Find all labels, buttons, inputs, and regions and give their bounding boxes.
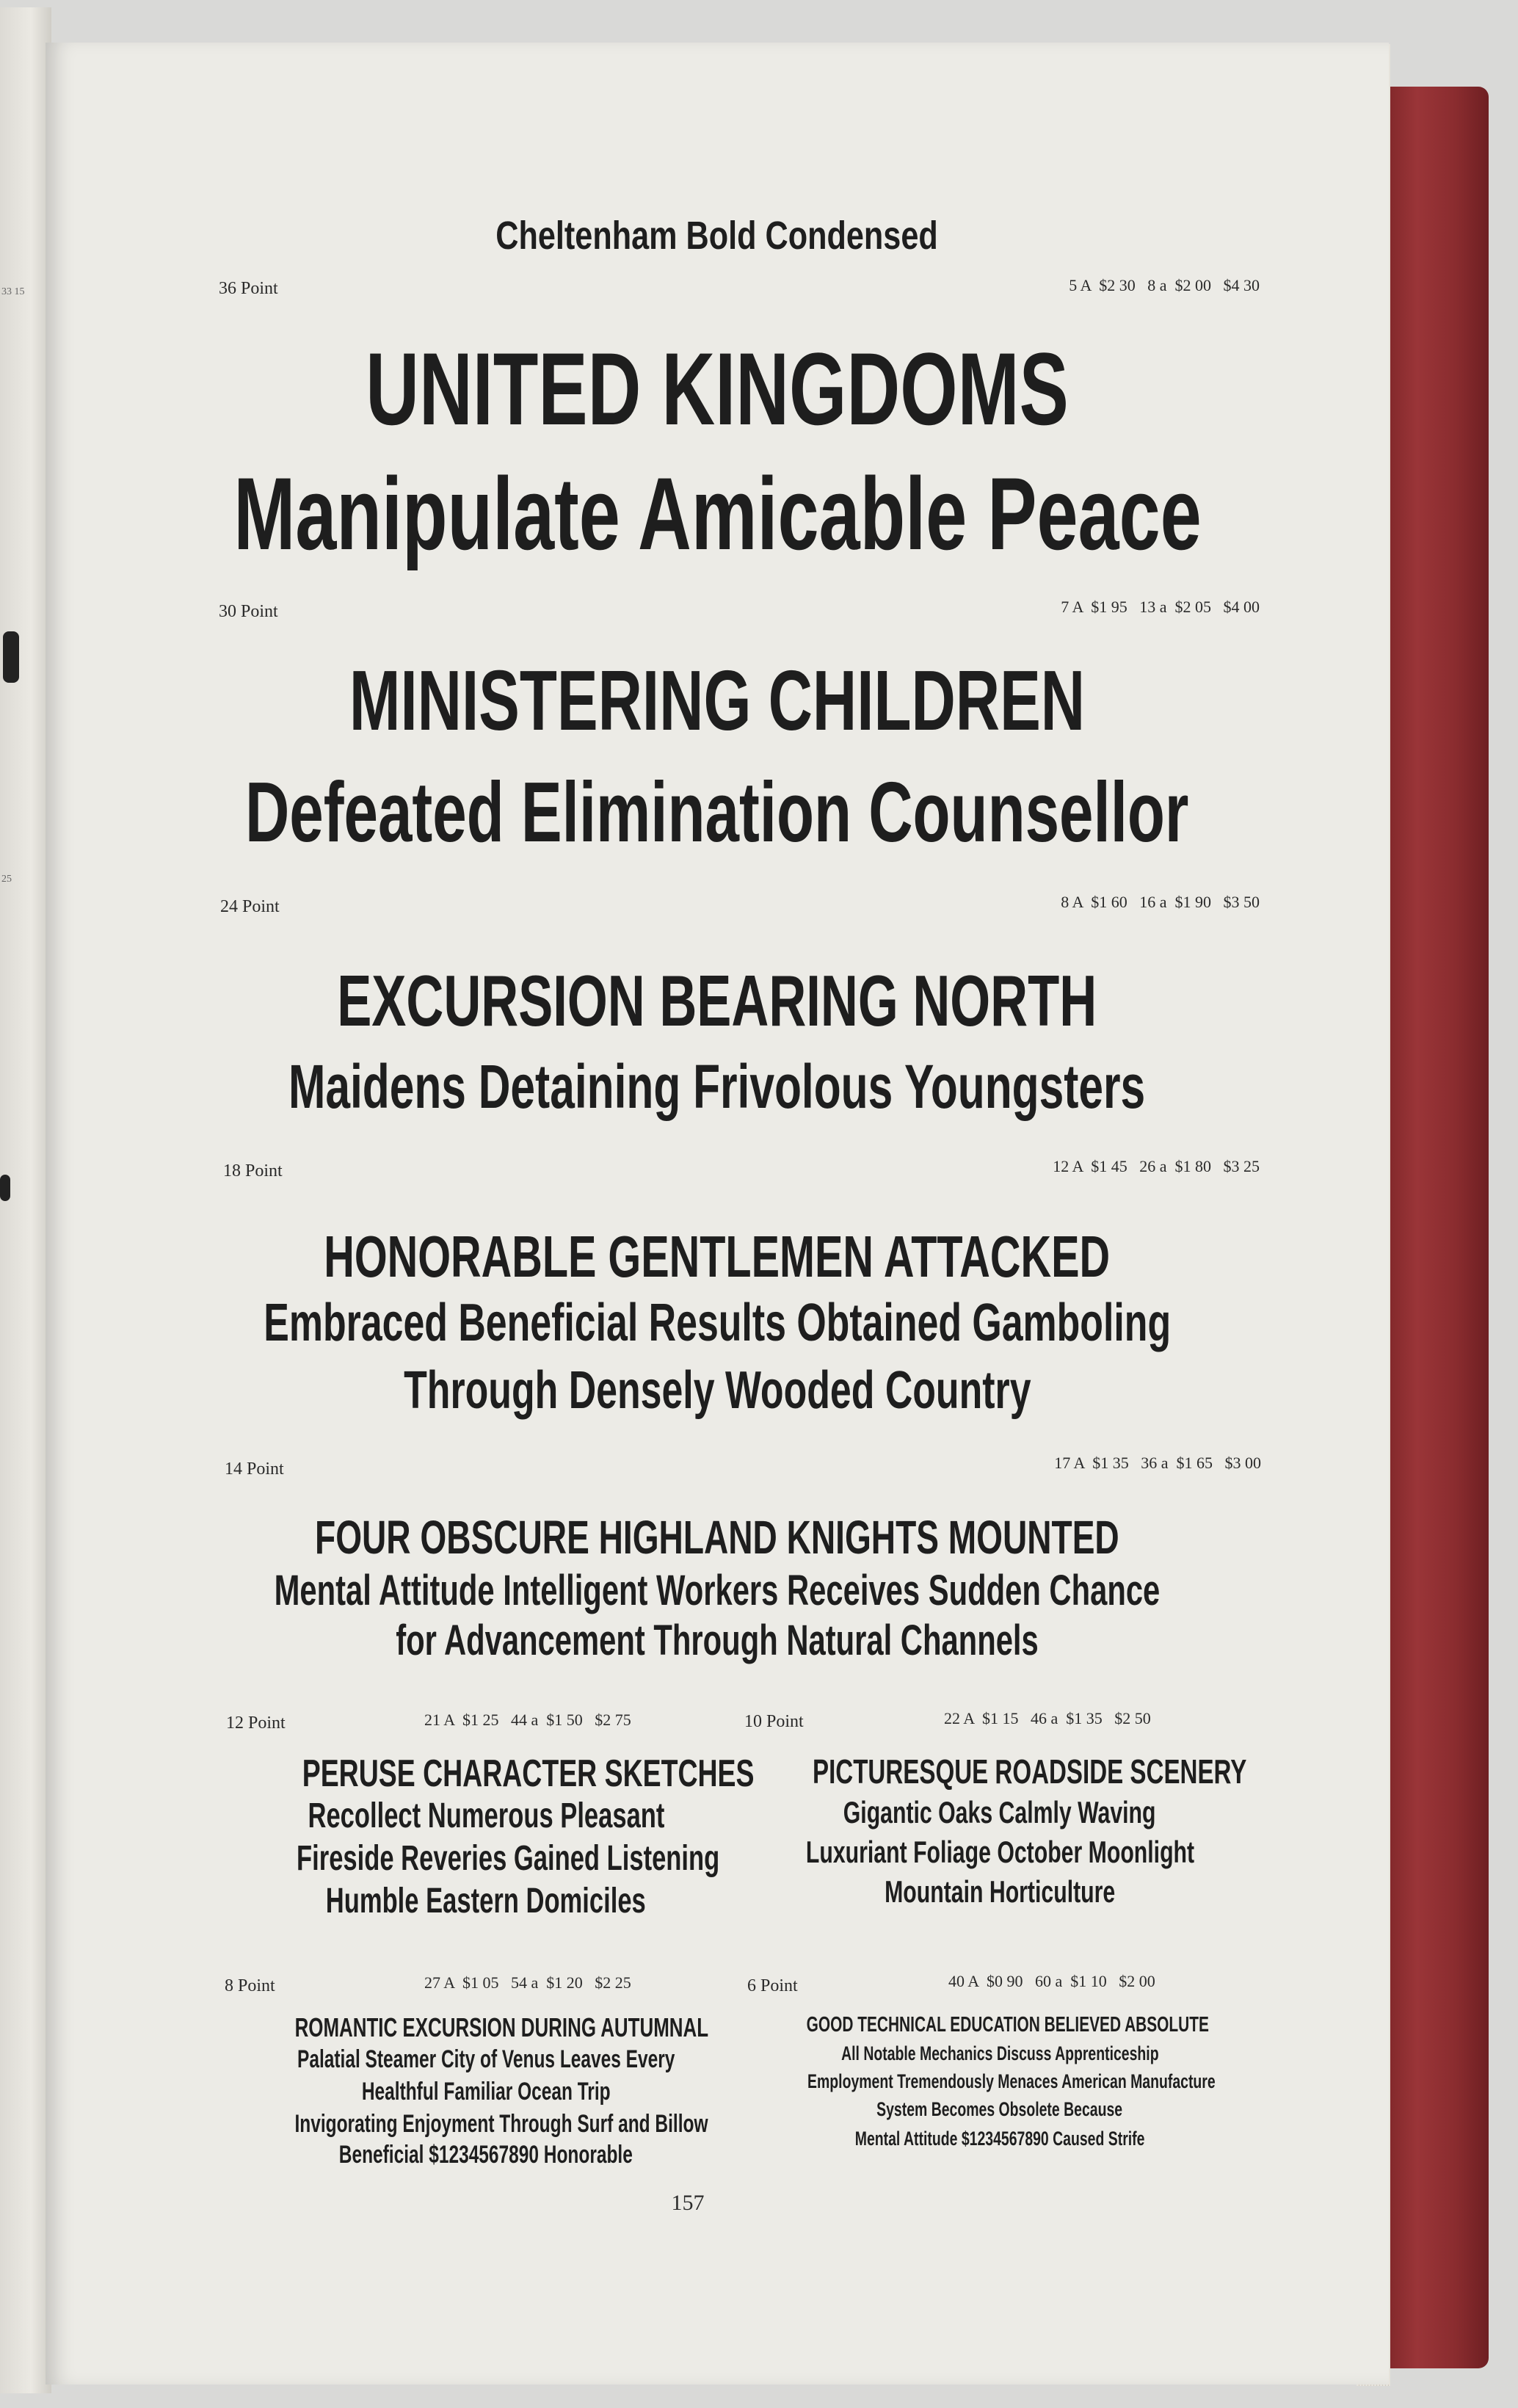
specimen-line: ROMANTIC EXCURSION DURING AUTUMNAL xyxy=(294,2012,709,2042)
book-cover-spine xyxy=(1379,87,1489,2368)
specimen-line: FOUR OBSCURE HIGHLAND KNIGHTS MOUNTED xyxy=(315,1511,1119,1564)
specimen-line: Palatial Steamer City of Venus Leaves Every xyxy=(297,2045,675,2073)
specimen-line: PERUSE CHARACTER SKETCHES xyxy=(302,1752,755,1795)
specimen-line: Invigorating Enjoyment Through Surf and Billow xyxy=(294,2110,708,2138)
point-size-label: 36 Point xyxy=(219,279,278,298)
price-line: 22 A $1 15 46 a $1 35 $2 50 xyxy=(944,1709,1151,1727)
specimen-line: Mental Attitude Intelligent Workers Receives Sudden Chance xyxy=(274,1567,1161,1614)
point-size-label: 18 Point xyxy=(223,1161,283,1181)
price-line: 12 A $1 45 26 a $1 80 $3 25 xyxy=(1053,1157,1260,1175)
specimen-line: for Advancement Through Natural Channels xyxy=(396,1617,1039,1664)
specimen-line: Recollect Numerous Pleasant xyxy=(308,1796,664,1835)
page-number: 157 xyxy=(671,2191,705,2215)
specimen-line: All Notable Mechanics Discuss Apprenticeship xyxy=(840,2042,1159,2064)
specimen-line: Fireside Reveries Gained Listening xyxy=(297,1839,720,1878)
left-page-edge xyxy=(0,7,51,2393)
specimen-line: GOOD TECHNICAL EDUCATION BELIEVED ABSOLUTE xyxy=(806,2013,1209,2037)
specimen-line: Employment Tremendously Menaces American Manufacture xyxy=(807,2070,1216,2092)
point-size-label: 30 Point xyxy=(219,602,278,621)
specimen-line: Healthful Familiar Ocean Trip xyxy=(361,2078,611,2106)
point-size-label: 10 Point xyxy=(744,1712,804,1731)
point-size-label: 24 Point xyxy=(220,897,280,916)
specimen-line: EXCURSION BEARING NORTH xyxy=(337,960,1097,1041)
specimen-line: Through Densely Wooded Country xyxy=(403,1361,1031,1420)
specimen-line: Gigantic Oaks Calmly Waving xyxy=(843,1795,1156,1829)
specimen-line: Luxuriant Foliage October Moonlight xyxy=(805,1835,1194,1869)
specimen-line: Defeated Elimination Counsellor xyxy=(245,764,1189,860)
price-line: 5 A $2 30 8 a $2 00 $4 30 xyxy=(1069,276,1260,294)
price-line: 40 A $0 90 60 a $1 10 $2 00 xyxy=(948,1972,1155,1990)
specimen-line: Manipulate Amicable Peace xyxy=(233,456,1202,571)
specimen-line: System Becomes Obsolete Because xyxy=(876,2098,1123,2120)
point-size-label: 6 Point xyxy=(747,1976,798,1995)
left-page-mark: 33 15 xyxy=(1,286,25,297)
specimen-line: UNITED KINGDOMS xyxy=(366,331,1069,446)
price-line: 21 A $1 25 44 a $1 50 $2 75 xyxy=(424,1711,631,1729)
specimen-line: PICTURESQUE ROADSIDE SCENERY xyxy=(812,1752,1247,1791)
left-page-mark: 25 xyxy=(1,874,12,885)
point-size-label: 8 Point xyxy=(225,1976,275,1995)
ink-mark xyxy=(3,631,19,683)
price-line: 17 A $1 35 36 a $1 65 $3 00 xyxy=(1054,1454,1261,1472)
book-page xyxy=(46,43,1389,2385)
specimen-line: Mental Attitude $1234567890 Caused Strife xyxy=(854,2128,1145,2150)
page-title: Cheltenham Bold Condensed xyxy=(495,214,939,258)
specimen-line: Mountain Horticulture xyxy=(884,1874,1116,1909)
price-line: 7 A $1 95 13 a $2 05 $4 00 xyxy=(1061,598,1260,616)
specimen-line: Humble Eastern Domiciles xyxy=(326,1882,646,1921)
point-size-label: 12 Point xyxy=(226,1713,286,1733)
specimen-line: HONORABLE GENTLEMEN ATTACKED xyxy=(324,1224,1111,1289)
point-size-label: 14 Point xyxy=(225,1459,284,1479)
ink-mark xyxy=(0,1175,10,1201)
specimen-line: Beneficial $1234567890 Honorable xyxy=(338,2141,633,2169)
specimen-line: MINISTERING CHILDREN xyxy=(349,653,1086,748)
price-line: 8 A $1 60 16 a $1 90 $3 50 xyxy=(1061,893,1260,911)
specimen-line: Embraced Beneficial Results Obtained Gamboling xyxy=(264,1294,1171,1352)
price-line: 27 A $1 05 54 a $1 20 $2 25 xyxy=(424,1973,631,1992)
specimen-line: Maidens Detaining Frivolous Youngsters xyxy=(288,1052,1146,1121)
